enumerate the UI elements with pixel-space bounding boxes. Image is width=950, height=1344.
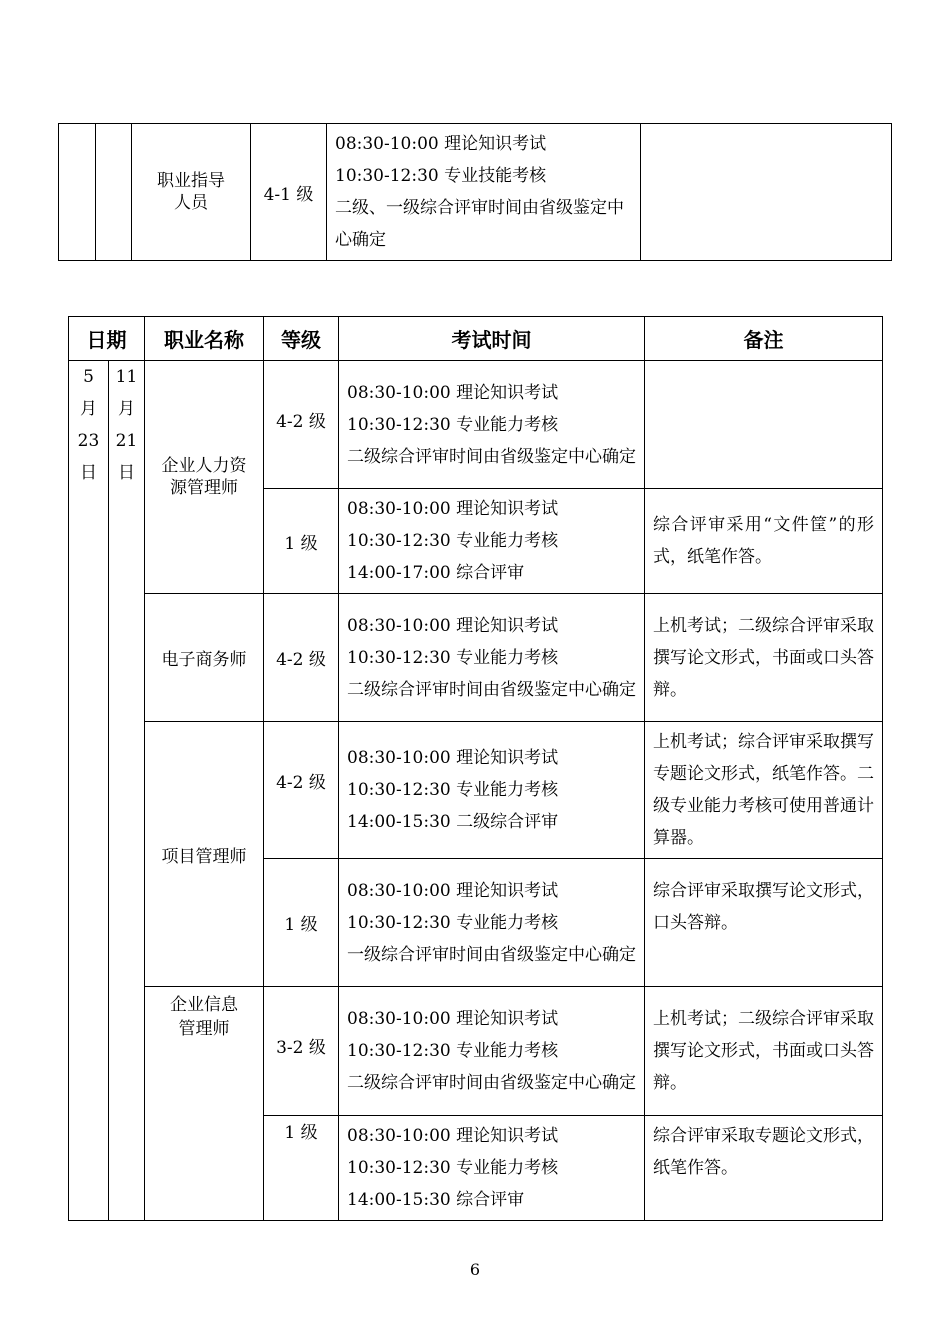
exam-time-cell xyxy=(327,124,641,261)
exam-time-line: 10:30-12:30 专业技能考核 xyxy=(335,166,547,186)
date-column-b: 11 月 21 日 xyxy=(109,361,145,1221)
level-cell: 4-2 级 xyxy=(264,722,339,859)
note-cell: 综合评审采用“文件筐”的形式，纸笔作答。 xyxy=(645,489,883,594)
level-cell: 4-1 级 xyxy=(251,124,327,261)
occupation-cell: 职业指导人员 xyxy=(132,124,251,261)
top-table xyxy=(58,123,892,261)
exam-time-cell: 08:30-10:00 理论知识考试 10:30-12:30 专业能力考核 二级综合评审时间由省级鉴定中心确定 xyxy=(339,361,645,489)
exam-time-line: 08:30-10:00 理论知识考试 xyxy=(335,134,547,154)
page-number: 6 xyxy=(469,1260,481,1279)
date-cell-b xyxy=(96,124,132,261)
level-cell: 3-2 级 xyxy=(264,987,339,1116)
occupation-cell: 电子商务师 xyxy=(145,594,264,722)
exam-time-line: 二级、一级综合评审时间由省级鉴定中心确定 xyxy=(335,198,624,250)
header-occupation: 职业名称 xyxy=(145,317,264,361)
header-note: 备注 xyxy=(645,317,883,361)
header-level: 等级 xyxy=(264,317,339,361)
note-cell xyxy=(641,124,892,261)
note-cell: 上机考试；二级综合评审采取撰写论文形式，书面或口头答辩。 xyxy=(645,594,883,722)
note-cell: 综合评审采取撰写论文形式，口头答辩。 xyxy=(645,859,883,987)
note-cell: 综合评审采取专题论文形式，纸笔作答。 xyxy=(645,1116,883,1221)
level-cell: 1 级 xyxy=(264,1116,339,1221)
date-cell-a xyxy=(59,124,96,261)
exam-time-cell: 08:30-10:00 理论知识考试 10:30-12:30 专业能力考核 二级综合评审时间由省级鉴定中心确定 xyxy=(339,594,645,722)
exam-time-cell: 08:30-10:00 理论知识考试 10:30-12:30 专业能力考核 二级综合评审时间由省级鉴定中心确定 xyxy=(339,987,645,1116)
level-cell: 1 级 xyxy=(264,489,339,594)
level-cell: 4-2 级 xyxy=(264,361,339,489)
level-cell: 1 级 xyxy=(264,859,339,987)
occupation-cell: 项目管理师 xyxy=(145,722,264,987)
note-cell xyxy=(645,361,883,489)
occupation-cell: 企业信息管理师 xyxy=(145,987,264,1221)
exam-time-cell: 08:30-10:00 理论知识考试 10:30-12:30 专业能力考核 14:00-15:30 综合评审 xyxy=(339,1116,645,1221)
occupation-cell: 企业人力资源管理师 xyxy=(145,361,264,594)
date-column-a: 5 月 23 日 xyxy=(69,361,109,1221)
note-cell: 上机考试；二级综合评审采取撰写论文形式，书面或口头答辩。 xyxy=(645,987,883,1116)
exam-time-cell: 08:30-10:00 理论知识考试 10:30-12:30 专业能力考核 一级综合评审时间由省级鉴定中心确定 xyxy=(339,859,645,987)
header-exam-time: 考试时间 xyxy=(339,317,645,361)
exam-time-cell: 08:30-10:00 理论知识考试 10:30-12:30 专业能力考核 14:00-15:30 二级综合评审 xyxy=(339,722,645,859)
note-cell: 上机考试；综合评审采取撰写专题论文形式，纸笔作答。二级专业能力考核可使用普通计算器。 xyxy=(645,722,883,859)
level-cell: 4-2 级 xyxy=(264,594,339,722)
exam-time-cell: 08:30-10:00 理论知识考试 10:30-12:30 专业能力考核 14:00-17:00 综合评审 xyxy=(339,489,645,594)
header-date: 日期 xyxy=(69,317,145,361)
schedule-table xyxy=(68,316,883,1221)
